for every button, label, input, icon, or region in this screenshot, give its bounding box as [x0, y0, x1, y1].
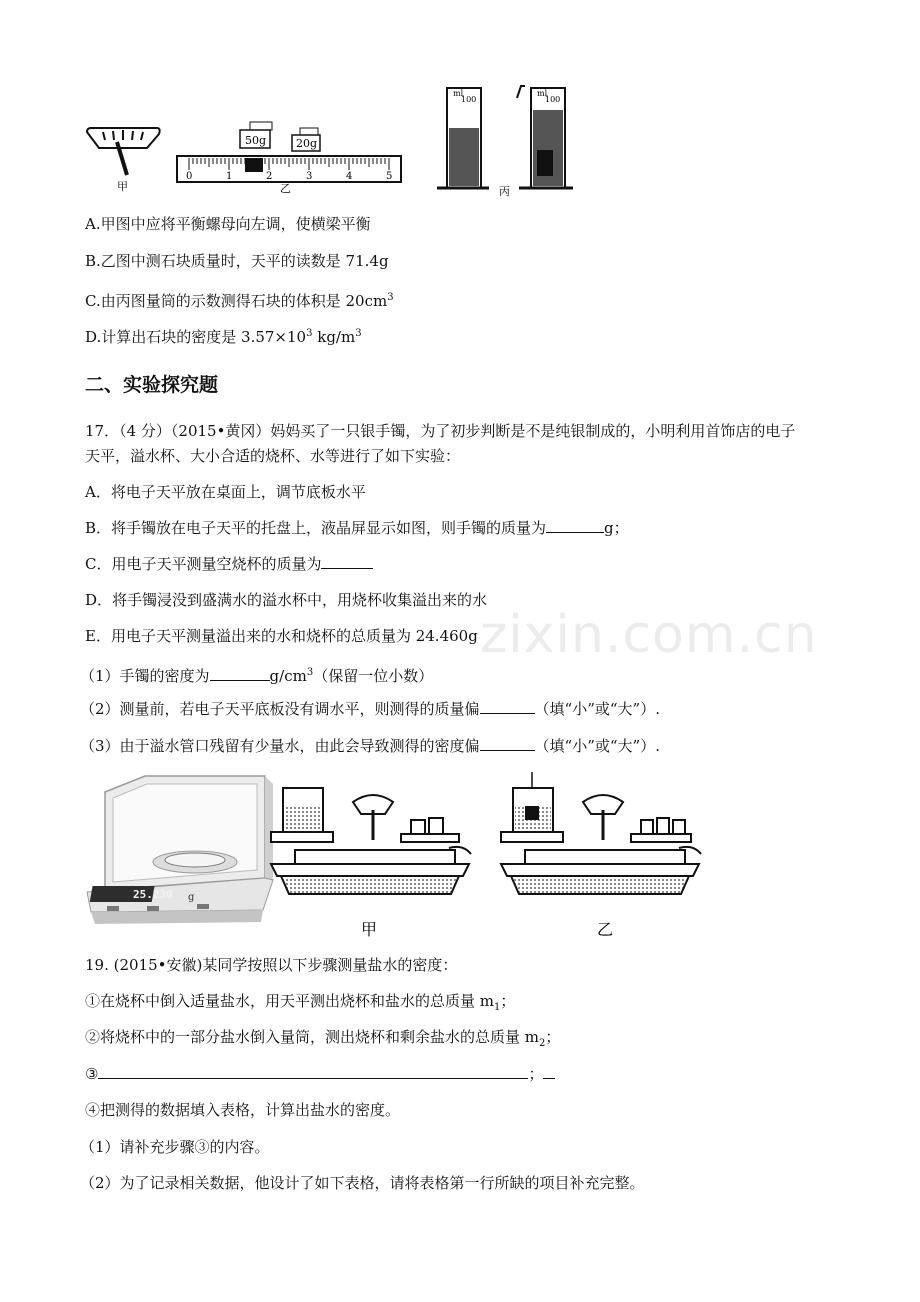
q17-stem-line1: 17．（4 分）（2015•黄冈）妈妈买了一只银手镯，为了初步判断是不是纯银制成的，小明利用首饰店的电子 — [85, 422, 796, 440]
q17-stem-line2: 天平，溢水杯、大小合适的烧杯、水等进行了如下实验： — [85, 447, 461, 465]
balance-figure-middle — [85, 770, 725, 945]
rider-scale-ruler — [177, 156, 401, 182]
answer-blank[interactable] — [480, 736, 535, 751]
measuring-cylinder-2 — [517, 86, 573, 188]
svg-text:ml: ml — [453, 89, 464, 98]
option-a: A.甲图中应将平衡螺母向左调，使横梁平衡 — [85, 215, 371, 233]
option-b: B.乙图中测石块质量时，天平的读数是 71.4g — [85, 252, 389, 270]
svg-text:50g: 50g — [245, 134, 267, 147]
q17-step-b: B．将手镯放在电子天平的托盘上，液晶屏显示如图，则手镯的质量为 g； — [85, 519, 629, 537]
ruler-tick-label: 3 — [306, 171, 313, 182]
label-bing-top: 丙 — [499, 185, 510, 198]
ruler-tick-label: 0 — [186, 171, 193, 182]
q19-step-2: ②将烧杯中的一部分盐水倒入量筒，测出烧杯和剩余盐水的总质量 $m_2$； — [85, 1028, 561, 1049]
svg-text:ml: ml — [537, 89, 548, 98]
ruler-tick-label: 5 — [386, 171, 393, 182]
label-jia-top: 甲 — [117, 180, 128, 193]
q19-step-4: ④把测得的数据填入表格，计算出盐水的密度。 — [85, 1101, 401, 1119]
label-jia-middle: 甲 — [361, 920, 378, 939]
ruler-tick-label: 1 — [226, 171, 233, 182]
q19-step-1: ①在烧杯中倒入适量盐水，用天平测出烧杯和盐水的总质量 $m_1$； — [85, 992, 516, 1013]
q19-sub-2: （2）为了记录相关数据，他设计了如下表格，请将表格第一行所缺的项目补充完整。 — [80, 1174, 645, 1192]
weight-20g — [292, 128, 320, 151]
answer-blank[interactable] — [98, 1064, 528, 1079]
svg-text:100: 100 — [461, 95, 477, 104]
rider — [245, 158, 263, 172]
q17-sub-3: （3）由于溢水管口残留有少量水，由此会导致测得的密度偏 （填“小”或“大”）. — [80, 737, 660, 755]
q17-sub-1: （1）手镯的密度为 $g/cm^3$（保留一位小数） — [80, 667, 434, 685]
answer-blank[interactable] — [321, 554, 373, 569]
q17-step-c: C．用电子天平测量空烧杯的质量为 — [85, 554, 373, 574]
balance-display-unit: g — [188, 892, 195, 903]
weight-50g — [240, 122, 272, 148]
q17-step-a: A．将电子天平放在桌面上，调节底板水平 — [85, 483, 366, 501]
answer-blank[interactable] — [480, 699, 535, 714]
answer-blank[interactable] — [546, 518, 604, 533]
ruler-tick-label: 4 — [346, 171, 353, 182]
svg-text:100: 100 — [545, 95, 561, 104]
ruler-tick-label: 2 — [266, 171, 273, 182]
option-d: D.计算出石块的密度是 $3.57\times 10^3$ $kg/m^3$ — [85, 328, 362, 346]
q17-step-e: E．用电子天平测量溢出来的水和烧杯的总质量为 24.460g — [85, 627, 478, 645]
option-c: C.由丙图量筒的示数测得石块的体积是 $20cm^3$ — [85, 292, 394, 310]
lever-balance-jia — [271, 788, 471, 894]
balance-figure-top — [85, 80, 585, 200]
lever-balance-yi — [501, 772, 701, 894]
watermark: zixin.com.cn — [480, 605, 818, 665]
label-yi-top: 乙 — [280, 182, 291, 195]
balance-pointer-dial — [87, 128, 160, 175]
q17-sub-2: （2）测量前，若电子天平底板没有调水平，则测得的质量偏 （填“小”或“大”）. — [80, 700, 660, 718]
svg-text:20g: 20g — [296, 137, 318, 150]
q19-sub-1: （1）请补充步骤③的内容。 — [80, 1138, 270, 1156]
label-yi-middle: 乙 — [597, 920, 614, 939]
balance-display-value: 25.230 — [133, 888, 173, 901]
measuring-cylinder-1 — [437, 88, 489, 188]
q19-step-3: ③ ； — [85, 1064, 555, 1084]
q19-stem: 19. (2015•安徽)某同学按照以下步骤测量盐水的密度： — [85, 956, 458, 974]
q17-step-d: D．将手镯浸没到盛满水的溢水杯中，用烧杯收集溢出来的水 — [85, 591, 488, 609]
section-title: 二、实验探究题 — [85, 374, 219, 396]
electronic-balance — [87, 776, 273, 924]
answer-blank[interactable] — [210, 666, 270, 681]
